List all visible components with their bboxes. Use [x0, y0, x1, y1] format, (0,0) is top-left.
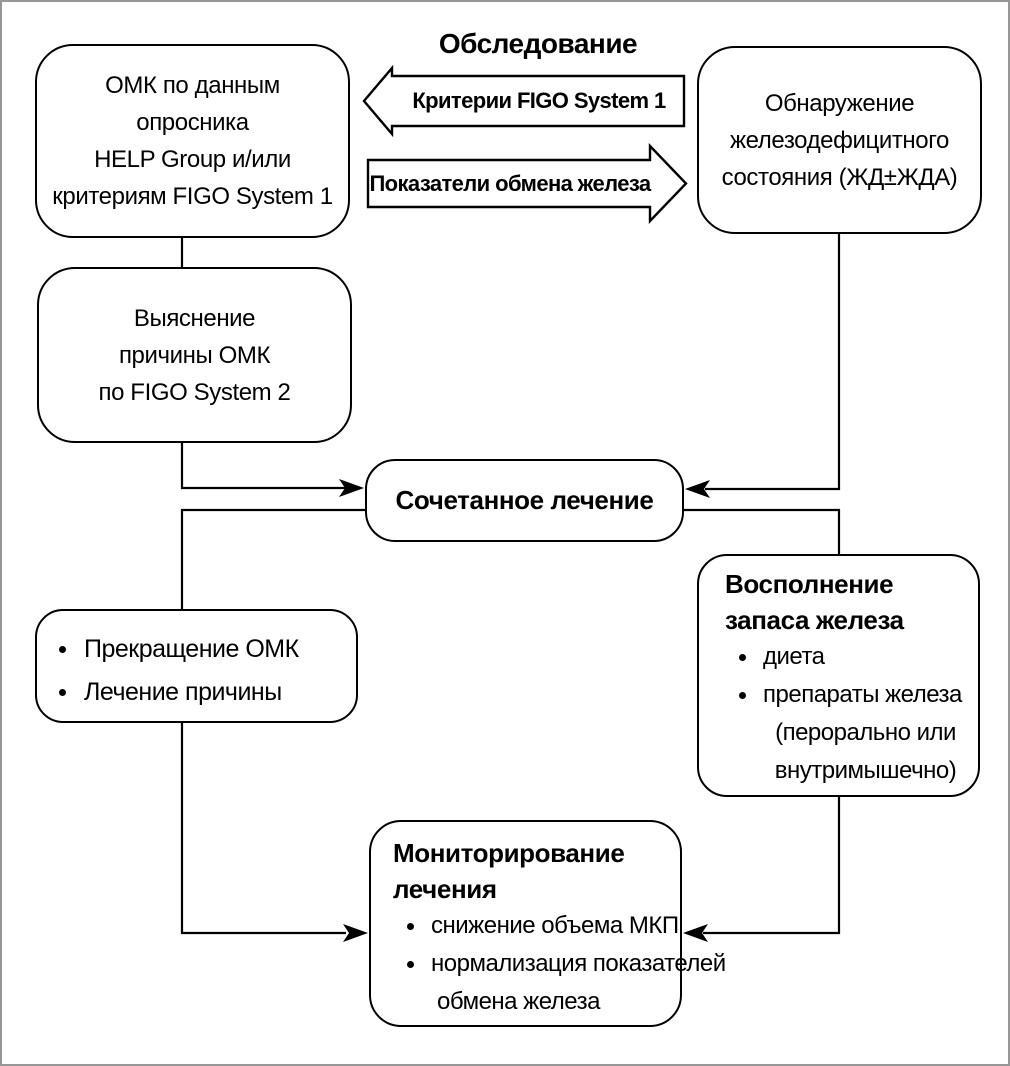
box-detection-line: состояния (ЖД±ЖДА) [721, 163, 958, 191]
bullet-dot-icon [59, 689, 66, 696]
iron-bullet-text: диета [763, 643, 825, 670]
bullet-dot-icon [739, 654, 746, 661]
left-arrow-label: Критерии FIGO System 1 [412, 88, 666, 113]
monitoring-bullet-text: снижение объема МКП [431, 912, 679, 939]
bullet-dot-icon [739, 692, 746, 699]
monitoring-title-line: лечения [393, 874, 497, 904]
box-cause-line: причины ОМК [118, 341, 271, 369]
box-iron-repletion [697, 554, 980, 797]
box-omk-questionnaire [35, 44, 350, 238]
box-cause-identification [37, 267, 352, 443]
box-combined-treatment [365, 459, 684, 542]
outcome-bullet-text: Лечение причины [84, 678, 282, 706]
box-omk-line: критериям FIGO System 1 [52, 183, 333, 210]
iron-bullet-item [725, 676, 978, 714]
diagram-title: Обследование [438, 28, 638, 59]
iron-bullet-item [725, 638, 978, 676]
iron-bullet-continuation: внутримышечно) [774, 757, 957, 784]
bullet-dot-icon [59, 646, 66, 653]
monitoring-bullet-text: нормализация показателей [431, 950, 726, 977]
monitoring-bullet-continuation: обмена железа [437, 988, 600, 1015]
iron-bullet-continuation: (перорально или [775, 719, 956, 746]
monitoring-title-line: Мониторирование [393, 838, 625, 868]
box-detection-line: железодефицитного [729, 126, 949, 154]
box-combined-label: Сочетанное лечение [395, 485, 654, 515]
iron-title-line: Восполнение [725, 569, 894, 599]
connector-cause-to-combined [182, 440, 346, 488]
box-cause-line: по FIGO System 2 [98, 378, 291, 406]
box-omk-line: ОМК по данным [105, 72, 280, 99]
arrowhead-right-icon [343, 924, 368, 942]
monitoring-bullet-item [393, 907, 680, 945]
box-treatment-outcome [35, 609, 358, 723]
iron-title-line: запаса железа [725, 605, 904, 635]
connector-detection-to-combined [705, 229, 839, 489]
bullet-dot-icon [407, 923, 414, 930]
right-arrow-label: Показатели обмена железа [369, 170, 651, 196]
bullet-dot-icon [407, 961, 414, 968]
connector-iron-to-monitoring [703, 795, 839, 933]
monitoring-bullet-item [393, 945, 726, 983]
outcome-bullet-item [37, 671, 356, 714]
box-omk-line: HELP Group и/или [94, 146, 291, 173]
box-cause-line: Выяснение [133, 304, 256, 332]
box-treatment-monitoring [369, 820, 726, 1027]
box-iron-deficiency-detection [697, 46, 982, 234]
outcome-bullet-item [37, 628, 356, 671]
outcome-bullet-text: Прекращение ОМК [84, 635, 299, 663]
connector-combined-to-iron [684, 510, 839, 557]
box-omk-line: опросника [136, 109, 249, 136]
iron-bullet-text: препараты железа [763, 681, 962, 708]
box-detection-line: Обнаружение [764, 89, 915, 117]
